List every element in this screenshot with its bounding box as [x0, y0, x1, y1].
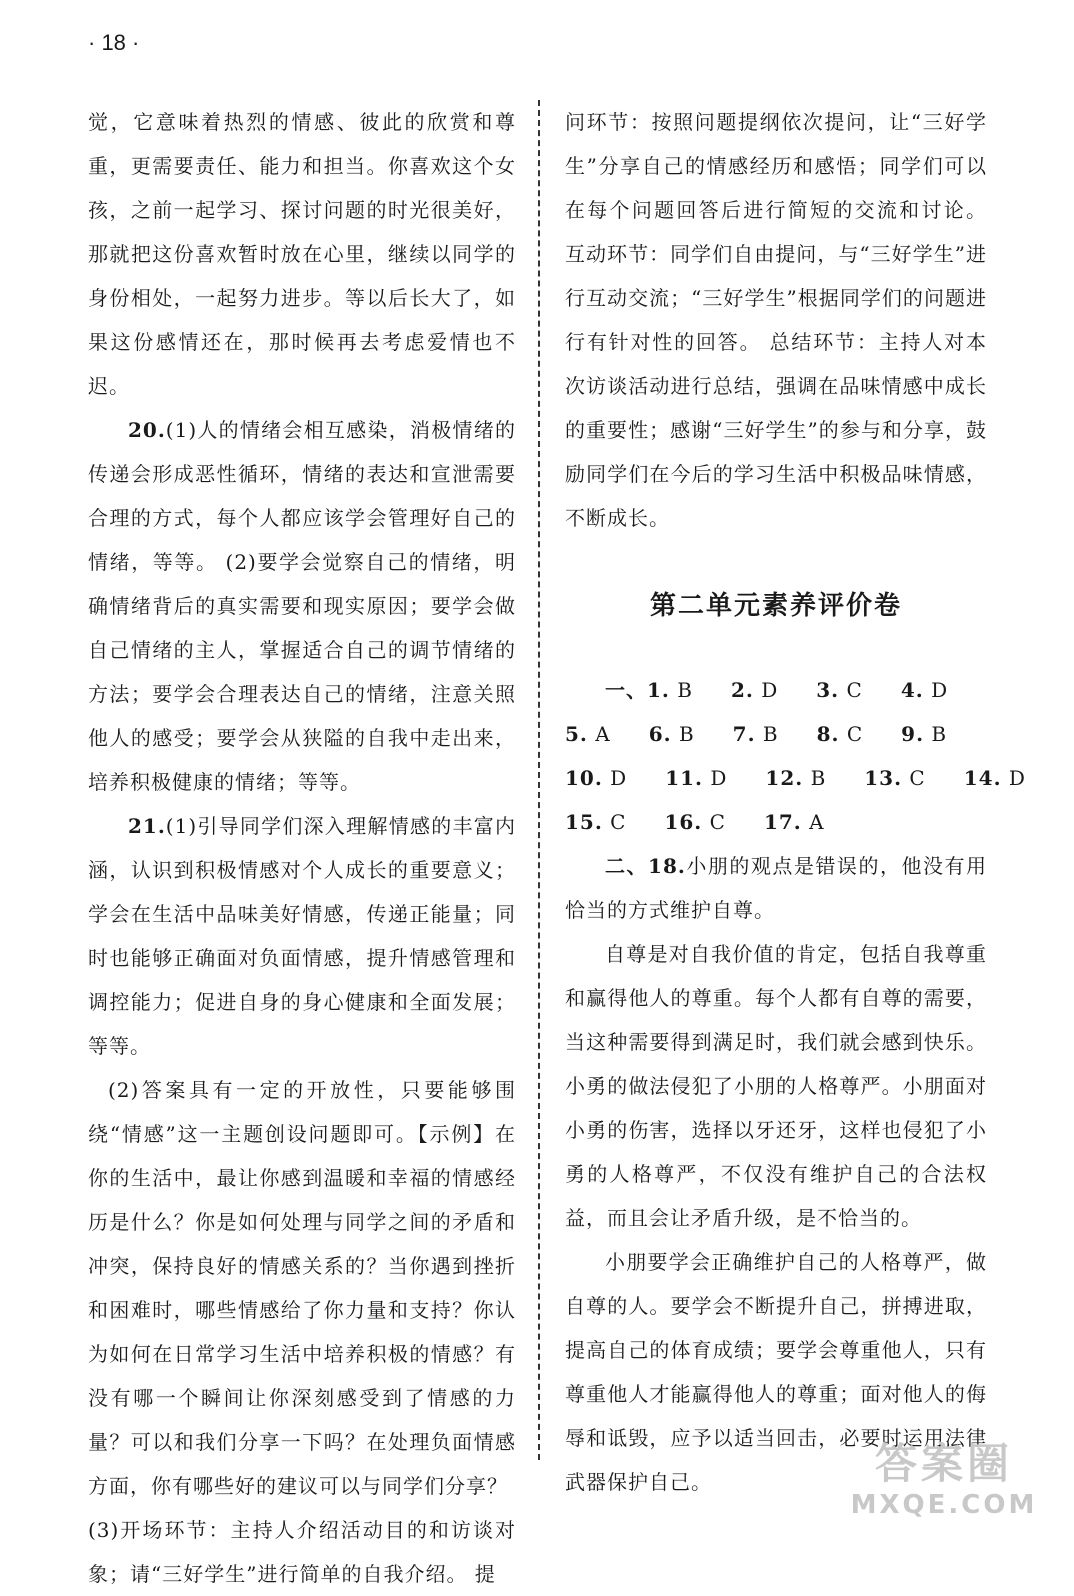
answer: B	[762, 722, 779, 746]
question-number: 1.	[647, 678, 670, 702]
answer: C	[846, 678, 863, 702]
mc-answer-row	[565, 800, 987, 844]
question-number: 3.	[816, 678, 840, 702]
watermark-main: 答案圈	[874, 1439, 1013, 1488]
question-number: 21.	[128, 814, 166, 838]
question-number: 6.	[648, 722, 672, 746]
answer: C	[610, 810, 627, 834]
question-number: 2.	[730, 678, 754, 702]
question-number: 15.	[565, 810, 603, 834]
column-divider	[538, 100, 540, 1460]
question-number: 9.	[901, 722, 925, 746]
question-21	[88, 804, 516, 1068]
mc-answer	[816, 668, 863, 712]
answer: D	[1008, 766, 1026, 790]
mc-answer	[864, 756, 925, 800]
answer: D	[610, 766, 628, 790]
page-number: · 18 ·	[88, 30, 140, 55]
mc-answer	[765, 756, 826, 800]
question-number: 13.	[864, 766, 903, 790]
answer: C	[846, 722, 864, 746]
mc-answer	[565, 756, 627, 800]
mc-answer	[901, 668, 948, 712]
mc-answer	[649, 712, 695, 756]
question-text: (1)人的情绪会相互感染，消极情绪的传递会形成恶性循环，情绪的表达和宣泄需要合理的方式，每个人都应该学会管理好自己的情绪，等等。 (2)要学会觉察自己的情绪，明确情绪背后的真实需要和现实原因；要学会做自己情绪的主人，掌握适合自己的调节情绪的方法；要学会合理表达自己的情绪，注意关照他人的感受；要学会从狭隘的自我中走出来，培养积极健康的情绪；等等。	[88, 418, 516, 794]
answer: C	[909, 766, 926, 790]
question-18	[565, 844, 987, 932]
paragraph: 小朋要学会正确维护自己的人格尊严，做自尊的人。要学会不断提升自己，拼搏进取，提高自己的体育成绩；要学会尊重他人，只有尊重他人才能赢得他人的尊重；面对他人的侮辱和诋毁，应予以适当回击，必要时运用法律武器保护自己。	[565, 1250, 987, 1494]
paragraph: 觉，它意味着热烈的情感、彼此的欣赏和尊重，更需要责任、能力和担当。你喜欢这个女孩，之前一起学习、探讨问题的时光很美好，那就把这份喜欢暂时放在心里，继续以同学的身份相处，一起努力进步。等以后长大了，如果这份感情还在，那时候再去考虑爱情也不迟。	[88, 110, 516, 398]
answer: D	[761, 678, 779, 702]
mc-answer-row	[565, 668, 987, 712]
answer: B	[931, 722, 948, 746]
paragraph: (3)开场环节：主持人介绍活动目的和访谈对象；请“三好学生”进行简单的自我介绍。 提	[88, 1518, 516, 1586]
section-title: 第二单元素养评价卷	[649, 591, 902, 621]
mc-answer	[665, 756, 727, 800]
mc-answer	[733, 712, 779, 756]
question-number: 5.	[565, 722, 588, 746]
mc-answer	[817, 712, 864, 756]
paragraph: 自尊是对自我价值的肯定，包括自我尊重和赢得他人的尊重。每个人都有自尊的需要，当这种需要得到满足时，我们就会感到快乐。小勇的做法侵犯了小朋的人格尊严。小朋面对小勇的伤害，选择以牙还牙，这样也侵犯了小勇的人格尊严，不仅没有维护自己的合法权益，而且会让矛盾升级，是不恰当的。	[565, 942, 987, 1230]
question-number: 16.	[664, 810, 703, 834]
mc-answer	[764, 800, 825, 844]
question-20	[88, 408, 516, 804]
answer: C	[709, 810, 726, 834]
question-text: (1)引导同学们深入理解情感的丰富内涵，认识到积极情感对个人成长的重要意义；学会在生活中品味美好情感，传递正能量；同时也能够正确面对负面情感，提升情感管理和调控能力；促进自身的身心健康和全面发展；等等。	[88, 814, 516, 1058]
watermark-sub: MXQE.COM	[850, 1490, 1038, 1520]
mc-answer	[964, 756, 1026, 800]
right-column	[565, 100, 1026, 1504]
mc-answer	[565, 712, 611, 756]
question-number: 17.	[763, 810, 802, 834]
question-text: 小朋的观点是错误的，他没有用恰当的方式维护自尊。	[565, 854, 988, 922]
paragraph: (2)答案具有一定的开放性，只要能够围绕“情感”这一主题创设问题即可。【示例】在你的生活中，最让你感到温暖和幸福的情感经历是什么？你是如何处理与同学之间的矛盾和冲突，保持良好的情感关系的？当你遇到挫折和困难时，哪些情感给了你力量和支持？你认为如何在日常学习生活中培养积极的情感？有没有哪一个瞬间让你深刻感受到了情感的力量？可以和我们分享一下吗？在处理负面情感方面，你有哪些好的建议可以与同学们分享？	[88, 1078, 516, 1498]
mc-answer	[664, 800, 725, 844]
watermark-logo	[844, 1438, 1044, 1530]
mc-answer-row	[565, 756, 1026, 800]
question-number: 12.	[765, 766, 804, 790]
question-number: 10.	[565, 766, 603, 790]
mc-answer	[605, 668, 693, 712]
mc-answer	[731, 668, 778, 712]
question-number: 8.	[816, 722, 840, 746]
part-label: 二、	[605, 854, 649, 878]
question-number: 7.	[732, 722, 756, 746]
part-label: 一、	[605, 678, 647, 702]
answer: D	[710, 766, 728, 790]
mc-answer	[565, 800, 626, 844]
mc-answer-row	[565, 712, 987, 756]
question-number: 20.	[128, 418, 166, 442]
question-number: 4.	[900, 678, 924, 702]
left-column	[88, 100, 516, 1596]
question-number: 18.	[648, 854, 686, 878]
answer: A	[595, 722, 611, 746]
question-number: 14.	[963, 766, 1002, 790]
answer: D	[931, 678, 949, 702]
answer: B	[678, 722, 695, 746]
mc-answer	[901, 712, 947, 756]
answer: B	[810, 766, 827, 790]
question-number: 11.	[665, 766, 703, 790]
paragraph: 问环节：按照问题提纲依次提问，让“三好学生”分享自己的情感经历和感悟；同学们可以在每个问题回答后进行简短的交流和讨论。 互动环节：同学们自由提问，与“三好学生”进行互动交流；“三好学生”根据同学们的问题进行有针对性的回答。 总结环节：主持人对本次访谈活动进行总结，强调在品味情感中成长的重要性；感谢“三好学生”的参与和分享，鼓励同学们在今后的学习生活中积极品味情感，不断成长。	[565, 110, 987, 530]
answer: A	[809, 810, 825, 834]
answer: B	[677, 678, 693, 702]
